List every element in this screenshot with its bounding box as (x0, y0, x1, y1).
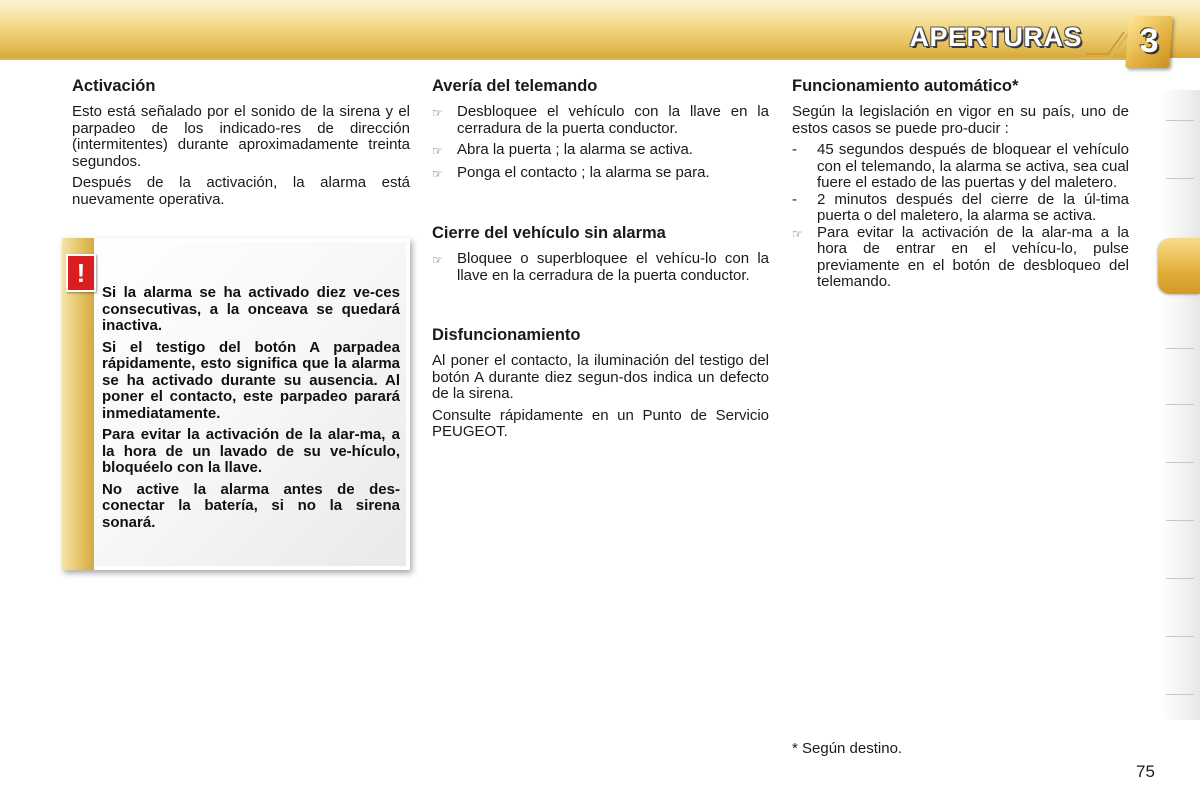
list-item-text: Bloquee o superbloquee el vehícu-lo con la llave en la cerradura de la puerta conductor. (457, 250, 769, 284)
list-item (792, 225, 1129, 291)
section-heading: Cierre del vehículo sin alarma (432, 224, 666, 242)
tab-divider (1166, 178, 1194, 179)
section-heading: Avería del telemando (432, 77, 598, 95)
pointing-hand-icon: ☞ (432, 106, 443, 120)
list-item (432, 165, 769, 183)
list-item-text: 2 minutos después del cierre de la úl-tima puerta o del maletero, la alarma se activa. (817, 190, 1129, 224)
list-item (432, 104, 769, 137)
list-item-text: Para evitar la activación de la alar-ma a la hora de entrar en el vehícu-lo, pulse previamente en el botón de desbloqueo del telemando. (817, 223, 1129, 290)
list-item (792, 142, 1129, 192)
paragraph: Esto está señalado por el sonido de la sirena y el parpadeo de los indicado-res de dirección (intermitentes) durante aproximadamente treinta segundos. (72, 103, 410, 170)
footnote: * Según destino. (792, 740, 903, 757)
tab-divider (1166, 348, 1194, 349)
paragraph: Después de la activación, la alarma está nuevamente operativa. (72, 174, 410, 208)
tab-divider (1166, 120, 1194, 121)
list-item-text: Desbloquee el vehículo con la llave en la cerradura de la puerta conductor. (457, 103, 769, 137)
tab-divider (1166, 578, 1194, 579)
column-automatic (792, 77, 1129, 296)
exclamation-icon: ! (66, 254, 96, 292)
tab-divider (1166, 694, 1194, 695)
section-heading: Funcionamiento automático* (792, 77, 1019, 95)
page-number: 75 (1136, 762, 1155, 781)
warning-text (102, 285, 400, 536)
header-divider (0, 58, 1140, 60)
page-title: APERTURAS (909, 22, 1082, 52)
tab-divider (1166, 404, 1194, 405)
section-heading: Activación (72, 77, 156, 95)
pointing-hand-icon: ☞ (432, 166, 443, 181)
tab-divider (1166, 636, 1194, 637)
pointing-hand-icon: ☞ (792, 226, 803, 241)
list-item (432, 142, 769, 160)
dash-marker: - (792, 190, 797, 208)
pointing-hand-icon: ☞ (432, 144, 443, 158)
paragraph: Consulte rápidamente en un Punto de Servicio PEUGEOT. (432, 406, 769, 440)
chapter-tab-active[interactable] (1158, 238, 1200, 294)
list-item-text: Abra la puerta ; la alarma se activa. (457, 141, 693, 158)
list-item (792, 192, 1129, 225)
chapter-number: 3 (1139, 22, 1159, 60)
header-swoosh (1080, 30, 1130, 60)
column-activation (72, 77, 410, 213)
chapter-tab-strip (1160, 90, 1200, 720)
warning-paragraph: Si el testigo del botón A parpadea rápidamente, esto significa que la alarma se ha activado durante su ausencia. Al poner el contacto, este parpadeo parará inmediatamente. (102, 338, 400, 422)
tab-divider (1166, 520, 1194, 521)
dash-marker: - (792, 141, 797, 158)
column-remote (432, 77, 769, 446)
chapter-badge (1125, 16, 1173, 68)
tab-divider (1166, 462, 1194, 463)
warning-paragraph: Para evitar la activación de la alar-ma, a la hora de un lavado de su ve-hículo, bloquéelo con la llave. (102, 426, 400, 476)
paragraph: Al poner el contacto, la iluminación del testigo del botón A durante diez segun-dos indica un defecto de la sirena. (432, 352, 769, 402)
pointing-hand-icon: ☞ (432, 253, 443, 267)
list-item (432, 251, 769, 284)
warning-paragraph: Si la alarma se ha activado diez ve-ces consecutivas, a la onceava se quedará inactiva. (102, 284, 400, 334)
warning-paragraph: No active la alarma antes de des-conectar la batería, si no la sirena sonará. (102, 480, 400, 531)
paragraph: Según la legislación en vigor en su país, uno de estos casos se puede pro-ducir : (792, 103, 1129, 137)
list-item-text: Ponga el contacto ; la alarma se para. (457, 163, 710, 181)
section-heading: Disfuncionamiento (432, 326, 581, 344)
list-item-text: 45 segundos después de bloquear el vehículo con el telemando, la alarma se activa, sea cual fuere el estado de las puertas y del maletero. (817, 141, 1129, 191)
